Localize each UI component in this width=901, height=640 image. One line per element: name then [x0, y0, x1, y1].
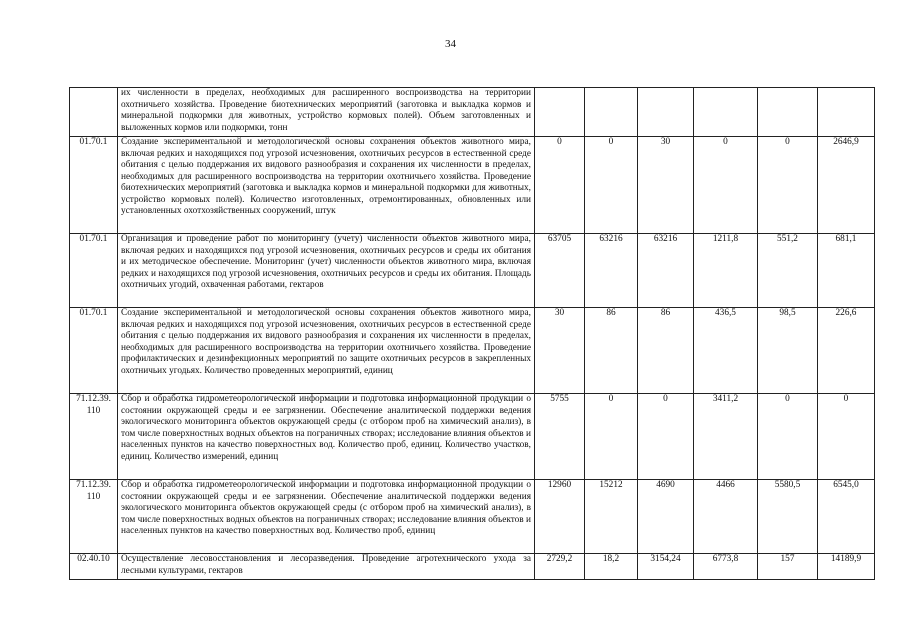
row-value: 0	[535, 137, 585, 234]
row-value: 1211,8	[694, 234, 758, 308]
row-code	[70, 88, 118, 137]
table-row	[70, 480, 875, 554]
table-row	[70, 137, 875, 234]
row-value	[818, 88, 875, 137]
row-value: 0	[818, 394, 875, 480]
row-value: 18,2	[585, 554, 638, 580]
row-value: 681,1	[818, 234, 875, 308]
row-description: Создание экспериментальной и методологической основы сохранения объектов животного мира, включая редких и находящихся под угрозой исчезновения, охотничьих ресурсов в естественной среде обитания с целью поддержания их видового разнообразия и сохранения их численности в пределах, необходимых для расширенного воспроизводства на территории охотничьего хозяйства. Проведение профилактических и дезинфекционных мероприятий по защите охотничьих ресурсов в закрепленных охотничьих угодьях. Количество проведенных мероприятий, единиц	[118, 308, 535, 394]
table-row	[70, 88, 875, 137]
row-code: 01.70.1	[70, 234, 118, 308]
row-description: Осуществление лесовосстановления и лесоразведения. Проведение агротехнического ухода за лесными культурами, гектаров	[118, 554, 535, 580]
row-value: 98,5	[758, 308, 818, 394]
row-value: 30	[638, 137, 694, 234]
row-value: 2646,9	[818, 137, 875, 234]
row-code: 71.12.39. 110	[70, 480, 118, 554]
row-code: 71.12.39. 110	[70, 394, 118, 480]
row-value: 0	[585, 137, 638, 234]
page-number: 34	[445, 38, 456, 50]
row-value: 157	[758, 554, 818, 580]
row-value: 2729,2	[535, 554, 585, 580]
row-value: 15212	[585, 480, 638, 554]
row-value: 63705	[535, 234, 585, 308]
row-value: 86	[638, 308, 694, 394]
row-value: 0	[758, 137, 818, 234]
row-value: 63216	[638, 234, 694, 308]
row-value	[535, 88, 585, 137]
row-value: 5580,5	[758, 480, 818, 554]
row-value: 4466	[694, 480, 758, 554]
row-description: Создание экспериментальной и методологической основы сохранения объектов животного мира, включая редких и находящихся под угрозой исчезновения, охотничьих ресурсов в естественной среде обитания с целью поддержания их видового разнообразия и сохранения их численности в пределах, необходимых для расширенного воспроизводства на территории охотничьего хозяйства. Проведение биотехнических мероприятий (заготовка и выкладка кормов и минеральной подкормки для животных, устройство кормовых полей). Количество изготовленных, отремонтированных, обновленных или установленных охотхозяйственных сооружений, штук	[118, 137, 535, 234]
row-value: 0	[758, 394, 818, 480]
table-row	[70, 234, 875, 308]
row-value: 6773,8	[694, 554, 758, 580]
row-value: 30	[535, 308, 585, 394]
row-value: 4690	[638, 480, 694, 554]
table-row	[70, 308, 875, 394]
row-code: 01.70.1	[70, 137, 118, 234]
row-description: Сбор и обработка гидрометеорологической информации и подготовка информационной продукции о состоянии окружающей среды и ее загрязнении. Обеспечение аналитической поддержки ведения экологического мониторинга объектов окружающей среды (с отбором проб на химический анализ), в том числе поверхностных водных объектов на пограничных створах; исследование влияния объектов и населенных пунктов на качество поверхностных вод. Количество проб, единиц	[118, 480, 535, 554]
table-body	[70, 88, 875, 580]
row-description: Сбор и обработка гидрометеорологической информации и подготовка информационной продукции о состоянии окружающей среды и ее загрязнении. Обеспечение аналитической поддержки ведения экологического мониторинга объектов окружающей среды (с отбором проб на химический анализ), в том числе поверхностных водных объектов на пограничных створах; исследование влияния объектов и населенных пунктов на качество поверхностных вод. Количество проб, единиц. Количество участков, единиц. Количество измерений, единиц	[118, 394, 535, 480]
row-value	[585, 88, 638, 137]
row-value: 12960	[535, 480, 585, 554]
row-value: 0	[638, 394, 694, 480]
row-value: 436,5	[694, 308, 758, 394]
row-value	[638, 88, 694, 137]
row-code: 02.40.10	[70, 554, 118, 580]
row-value: 5755	[535, 394, 585, 480]
row-value: 551,2	[758, 234, 818, 308]
row-value: 6545,0	[818, 480, 875, 554]
row-value: 86	[585, 308, 638, 394]
table-row	[70, 554, 875, 580]
table-row	[70, 394, 875, 480]
row-value	[758, 88, 818, 137]
budget-table	[69, 87, 875, 580]
row-code: 01.70.1	[70, 308, 118, 394]
row-value	[694, 88, 758, 137]
row-value: 0	[694, 137, 758, 234]
row-description: их численности в пределах, необходимых для расширенного воспроизводства на территории охотничьего хозяйства. Проведение биотехнических мероприятий (заготовка и выкладка кормов и минеральной подкормки для животных, устройство кормовых полей). Объем заготовленных и выложенных кормов или подкормки, тонн	[118, 88, 535, 137]
row-value: 14189,9	[818, 554, 875, 580]
row-value: 0	[585, 394, 638, 480]
row-value: 226,6	[818, 308, 875, 394]
row-value: 3154,24	[638, 554, 694, 580]
row-description: Организация и проведение работ по мониторингу (учету) численности объектов животного мира, включая редких и находящихся под угрозой исчезновения, охотничьих ресурсов и среды их обитания и их методическое обеспечение. Мониторинг (учет) численности объектов животного мира, включая редких и находящихся под угрозой исчезновения, охотничьих ресурсов и среды их обитания. Площадь охотничьих угодий, охваченная работами, гектаров	[118, 234, 535, 308]
row-value: 63216	[585, 234, 638, 308]
row-value: 3411,2	[694, 394, 758, 480]
